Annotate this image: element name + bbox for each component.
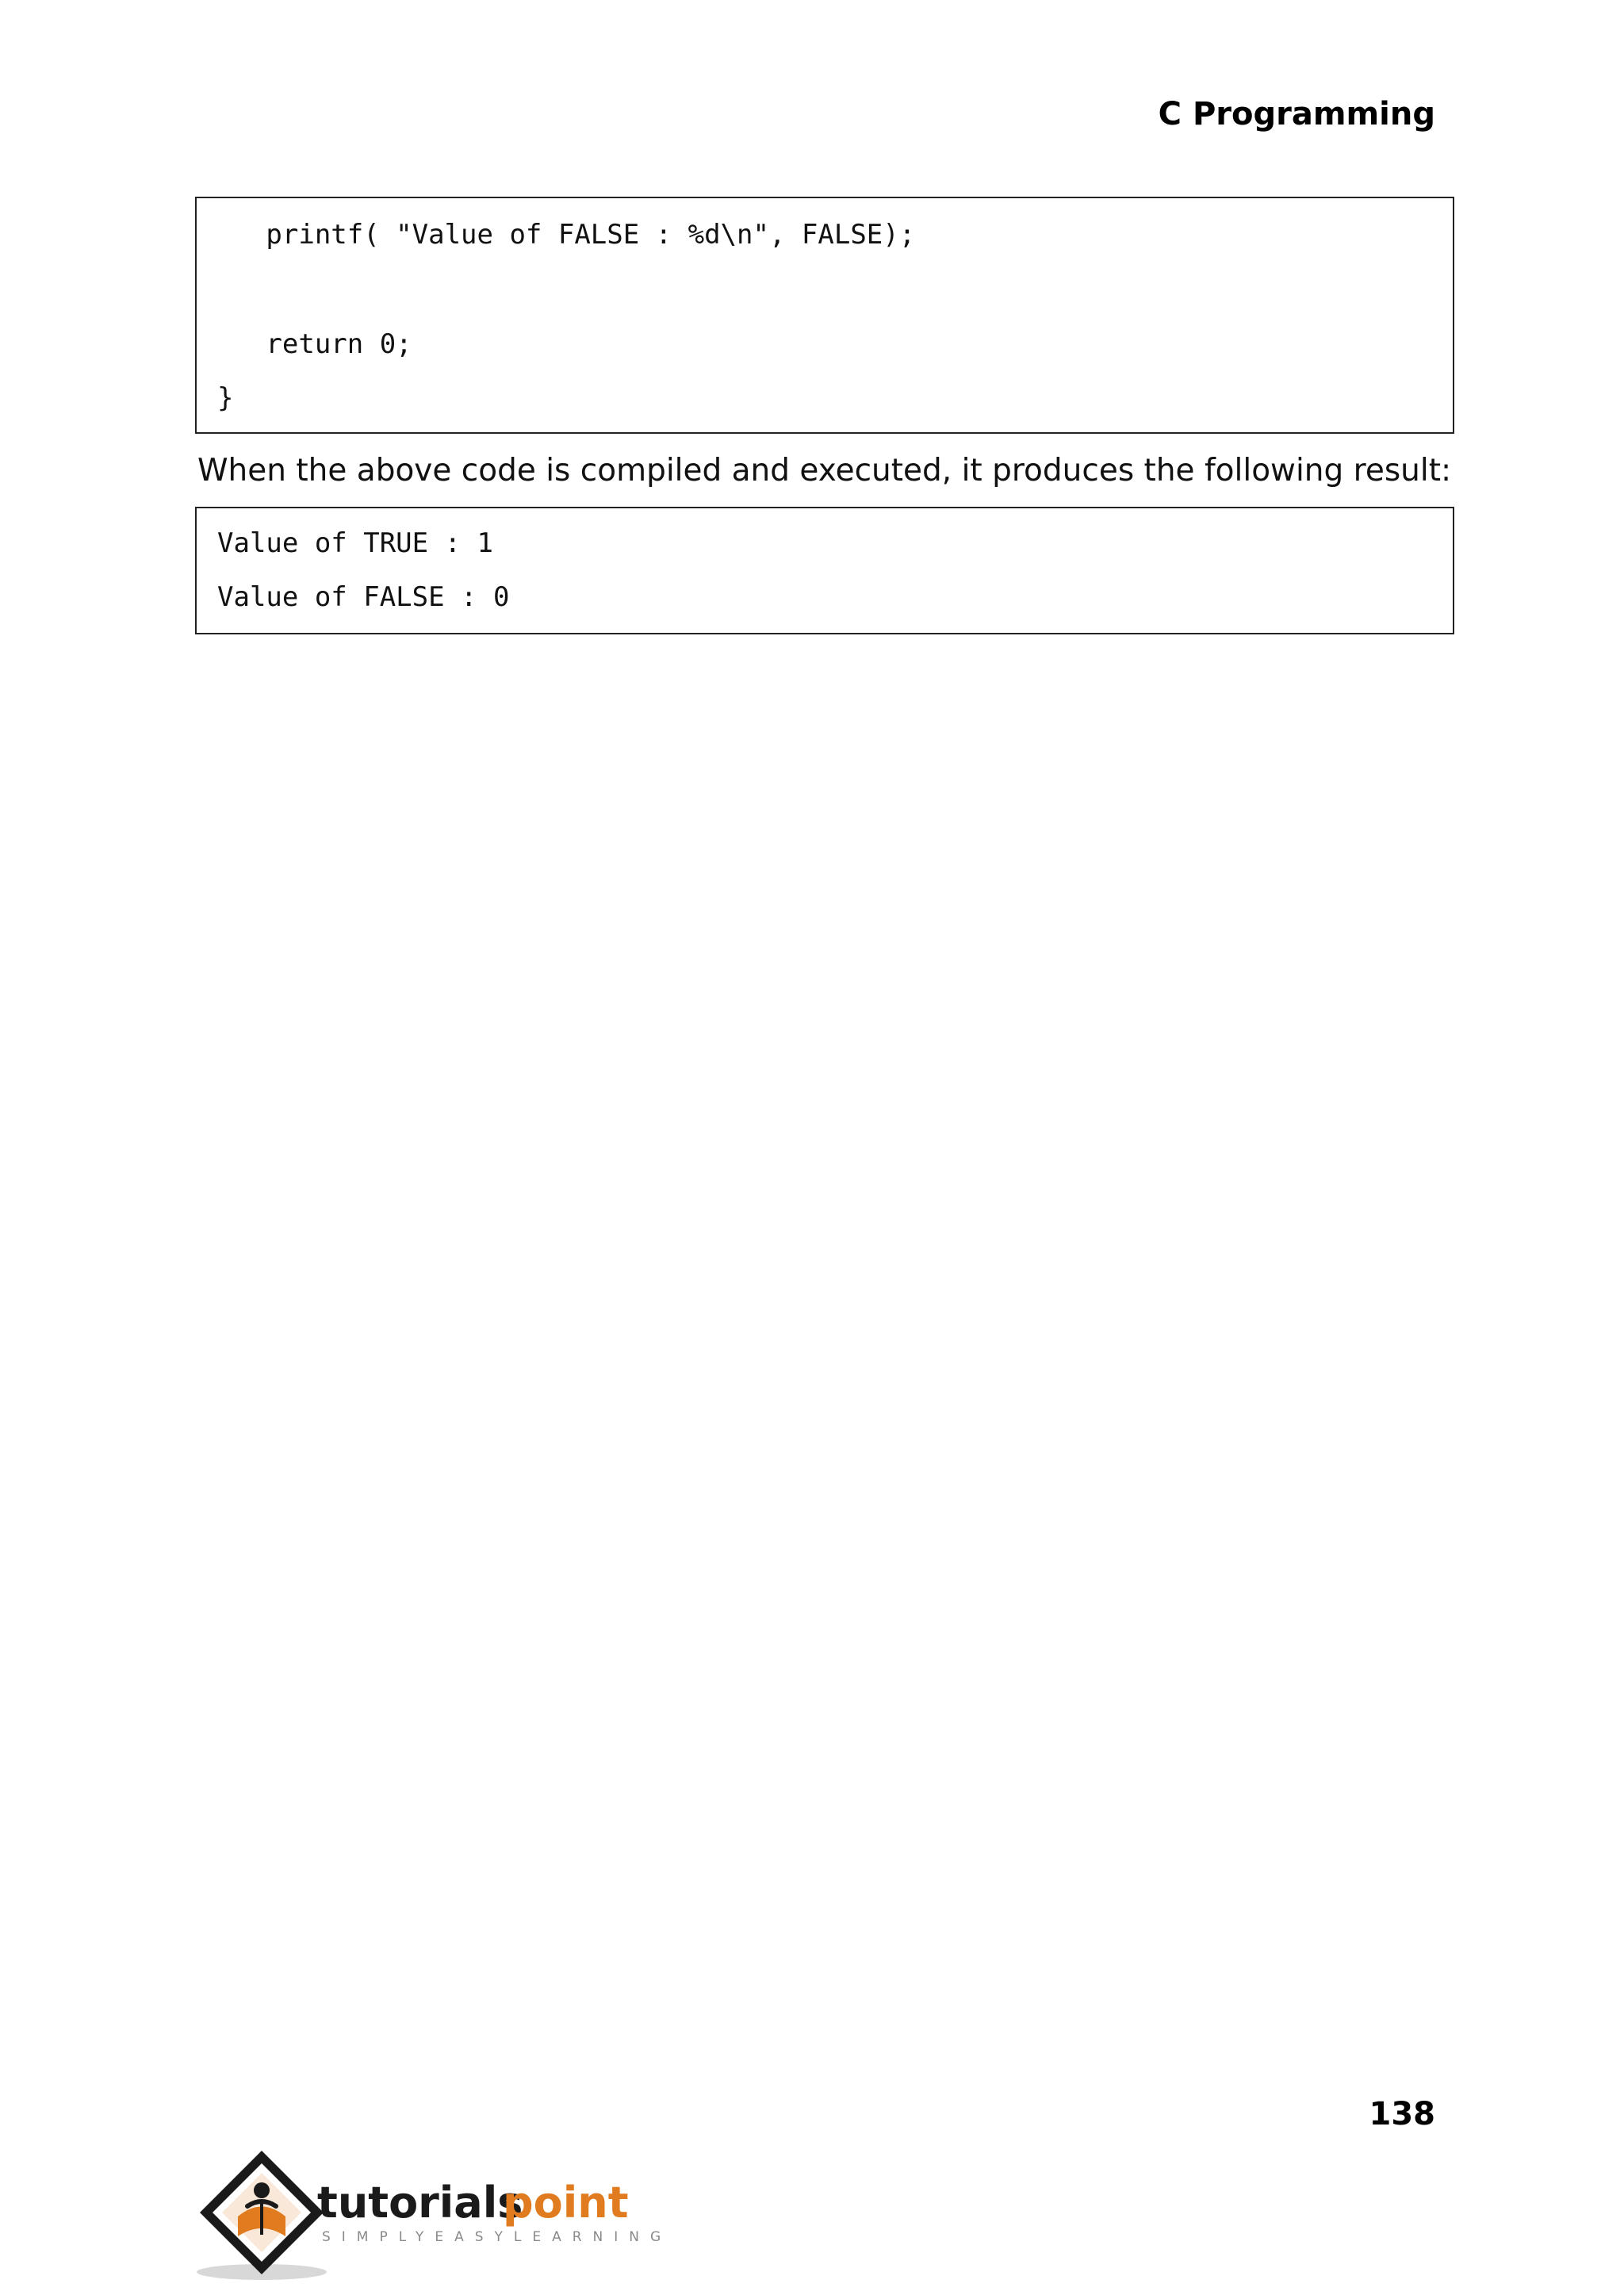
output-block — [195, 507, 1454, 634]
code-line: return 0; — [217, 328, 412, 360]
logo-brand-part1: tutorials — [317, 2178, 523, 2228]
code-block — [195, 197, 1454, 434]
person-head-icon — [254, 2182, 270, 2198]
output-line: Value of FALSE : 0 — [217, 581, 510, 613]
body-paragraph: When the above code is compiled and executed, it produces the following result: — [197, 453, 1452, 489]
output-line: Value of TRUE : 1 — [217, 527, 493, 559]
page-number: 138 — [1369, 2096, 1435, 2132]
tutorialspoint-logo — [190, 2141, 672, 2284]
logo-brand-part2: point — [503, 2178, 629, 2228]
page-header-title: C Programming — [1158, 96, 1435, 132]
code-line: } — [217, 382, 234, 414]
logo-tagline: SIMPLYEASYLEARNING — [322, 2229, 672, 2245]
code-line: printf( "Value of FALSE : %d\n", FALSE); — [217, 219, 916, 251]
